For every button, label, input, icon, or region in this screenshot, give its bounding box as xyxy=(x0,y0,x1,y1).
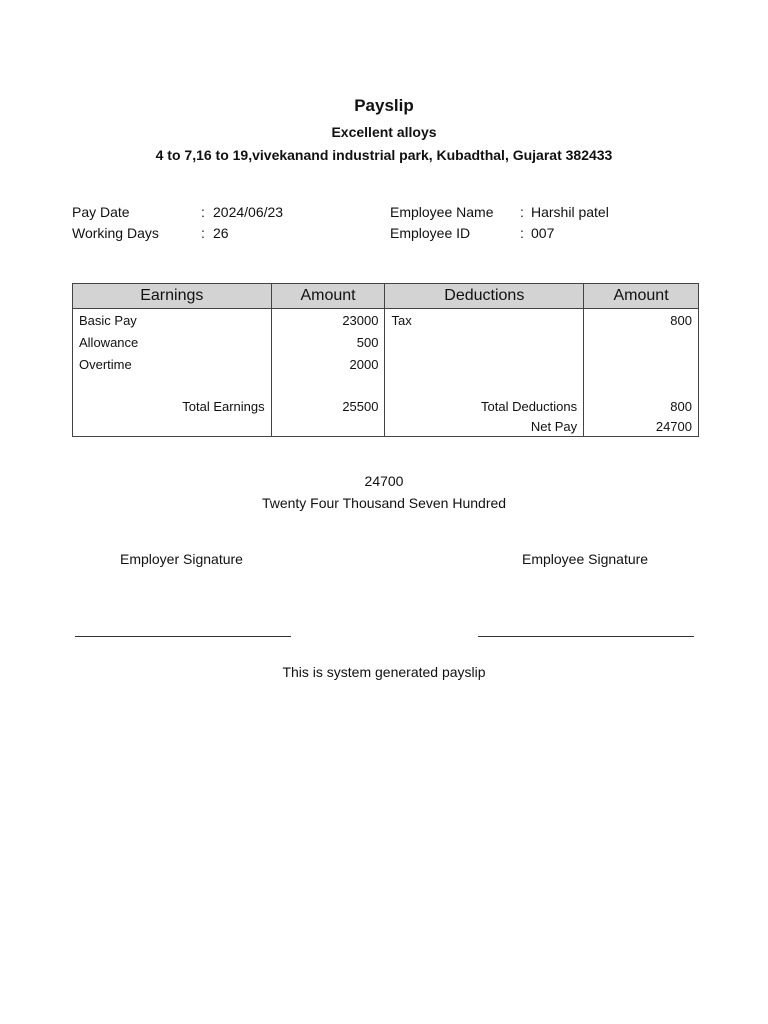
employee-id-label: Employee ID xyxy=(390,225,471,241)
earning-label: Basic Pay xyxy=(73,309,272,332)
net-pay-value: 24700 xyxy=(584,417,699,437)
total-earnings-value: 25500 xyxy=(271,395,385,417)
deduction-amount: 800 xyxy=(584,309,699,332)
employer-signature-line xyxy=(75,636,291,637)
total-earnings-label: Total Earnings xyxy=(73,395,272,417)
earning-label: Allowance xyxy=(73,331,272,353)
working-days-label: Working Days xyxy=(72,225,159,241)
employee-id-value: 007 xyxy=(531,225,555,241)
company-address: 4 to 7,16 to 19,vivekanand industrial park, Kubadthal, Gujarat 382433 xyxy=(155,147,613,163)
payslip-title: Payslip xyxy=(354,96,414,115)
pay-date-value: 2024/06/23 xyxy=(213,204,284,220)
net-pay-label: Net Pay xyxy=(385,417,584,437)
earnings-header: Earnings xyxy=(73,284,272,309)
deduction-label xyxy=(385,331,584,353)
working-days-value: 26 xyxy=(213,225,229,241)
deduction-amount xyxy=(584,331,699,353)
totals-row xyxy=(73,395,699,417)
table-row xyxy=(73,353,699,375)
deduction-label xyxy=(385,353,584,375)
employee-name-label: Employee Name xyxy=(390,204,494,220)
employer-signature-label: Employer Signature xyxy=(120,551,243,567)
employee-id-separator: : xyxy=(520,225,524,241)
deductions-amount-header: Amount xyxy=(584,284,699,309)
net-amount-words: Twenty Four Thousand Seven Hundred xyxy=(261,495,507,511)
table-row xyxy=(73,331,699,353)
footer-note: This is system generated payslip xyxy=(282,664,486,680)
earnings-deductions-table xyxy=(72,283,699,437)
company-name: Excellent alloys xyxy=(331,124,437,140)
employee-name-value: Harshil patel xyxy=(531,204,609,220)
deductions-header: Deductions xyxy=(385,284,584,309)
pay-date-separator: : xyxy=(201,204,205,220)
earning-label: Overtime xyxy=(73,353,272,375)
table-spacer-row xyxy=(73,375,699,395)
deduction-label: Tax xyxy=(385,309,584,332)
net-amount: 24700 xyxy=(364,473,404,489)
employee-signature-label: Employee Signature xyxy=(522,551,649,567)
employee-name-separator: : xyxy=(520,204,524,220)
earning-amount: 500 xyxy=(271,331,385,353)
employee-signature-line xyxy=(478,636,694,637)
earning-amount: 23000 xyxy=(271,309,385,332)
deduction-amount xyxy=(584,353,699,375)
table-row xyxy=(73,309,699,332)
pay-date-label: Pay Date xyxy=(72,204,130,220)
total-deductions-value: 800 xyxy=(584,395,699,417)
table-header-row xyxy=(73,284,699,309)
working-days-separator: : xyxy=(201,225,205,241)
total-deductions-label: Total Deductions xyxy=(385,395,584,417)
earning-amount: 2000 xyxy=(271,353,385,375)
net-pay-row xyxy=(73,417,699,437)
earnings-amount-header: Amount xyxy=(271,284,385,309)
